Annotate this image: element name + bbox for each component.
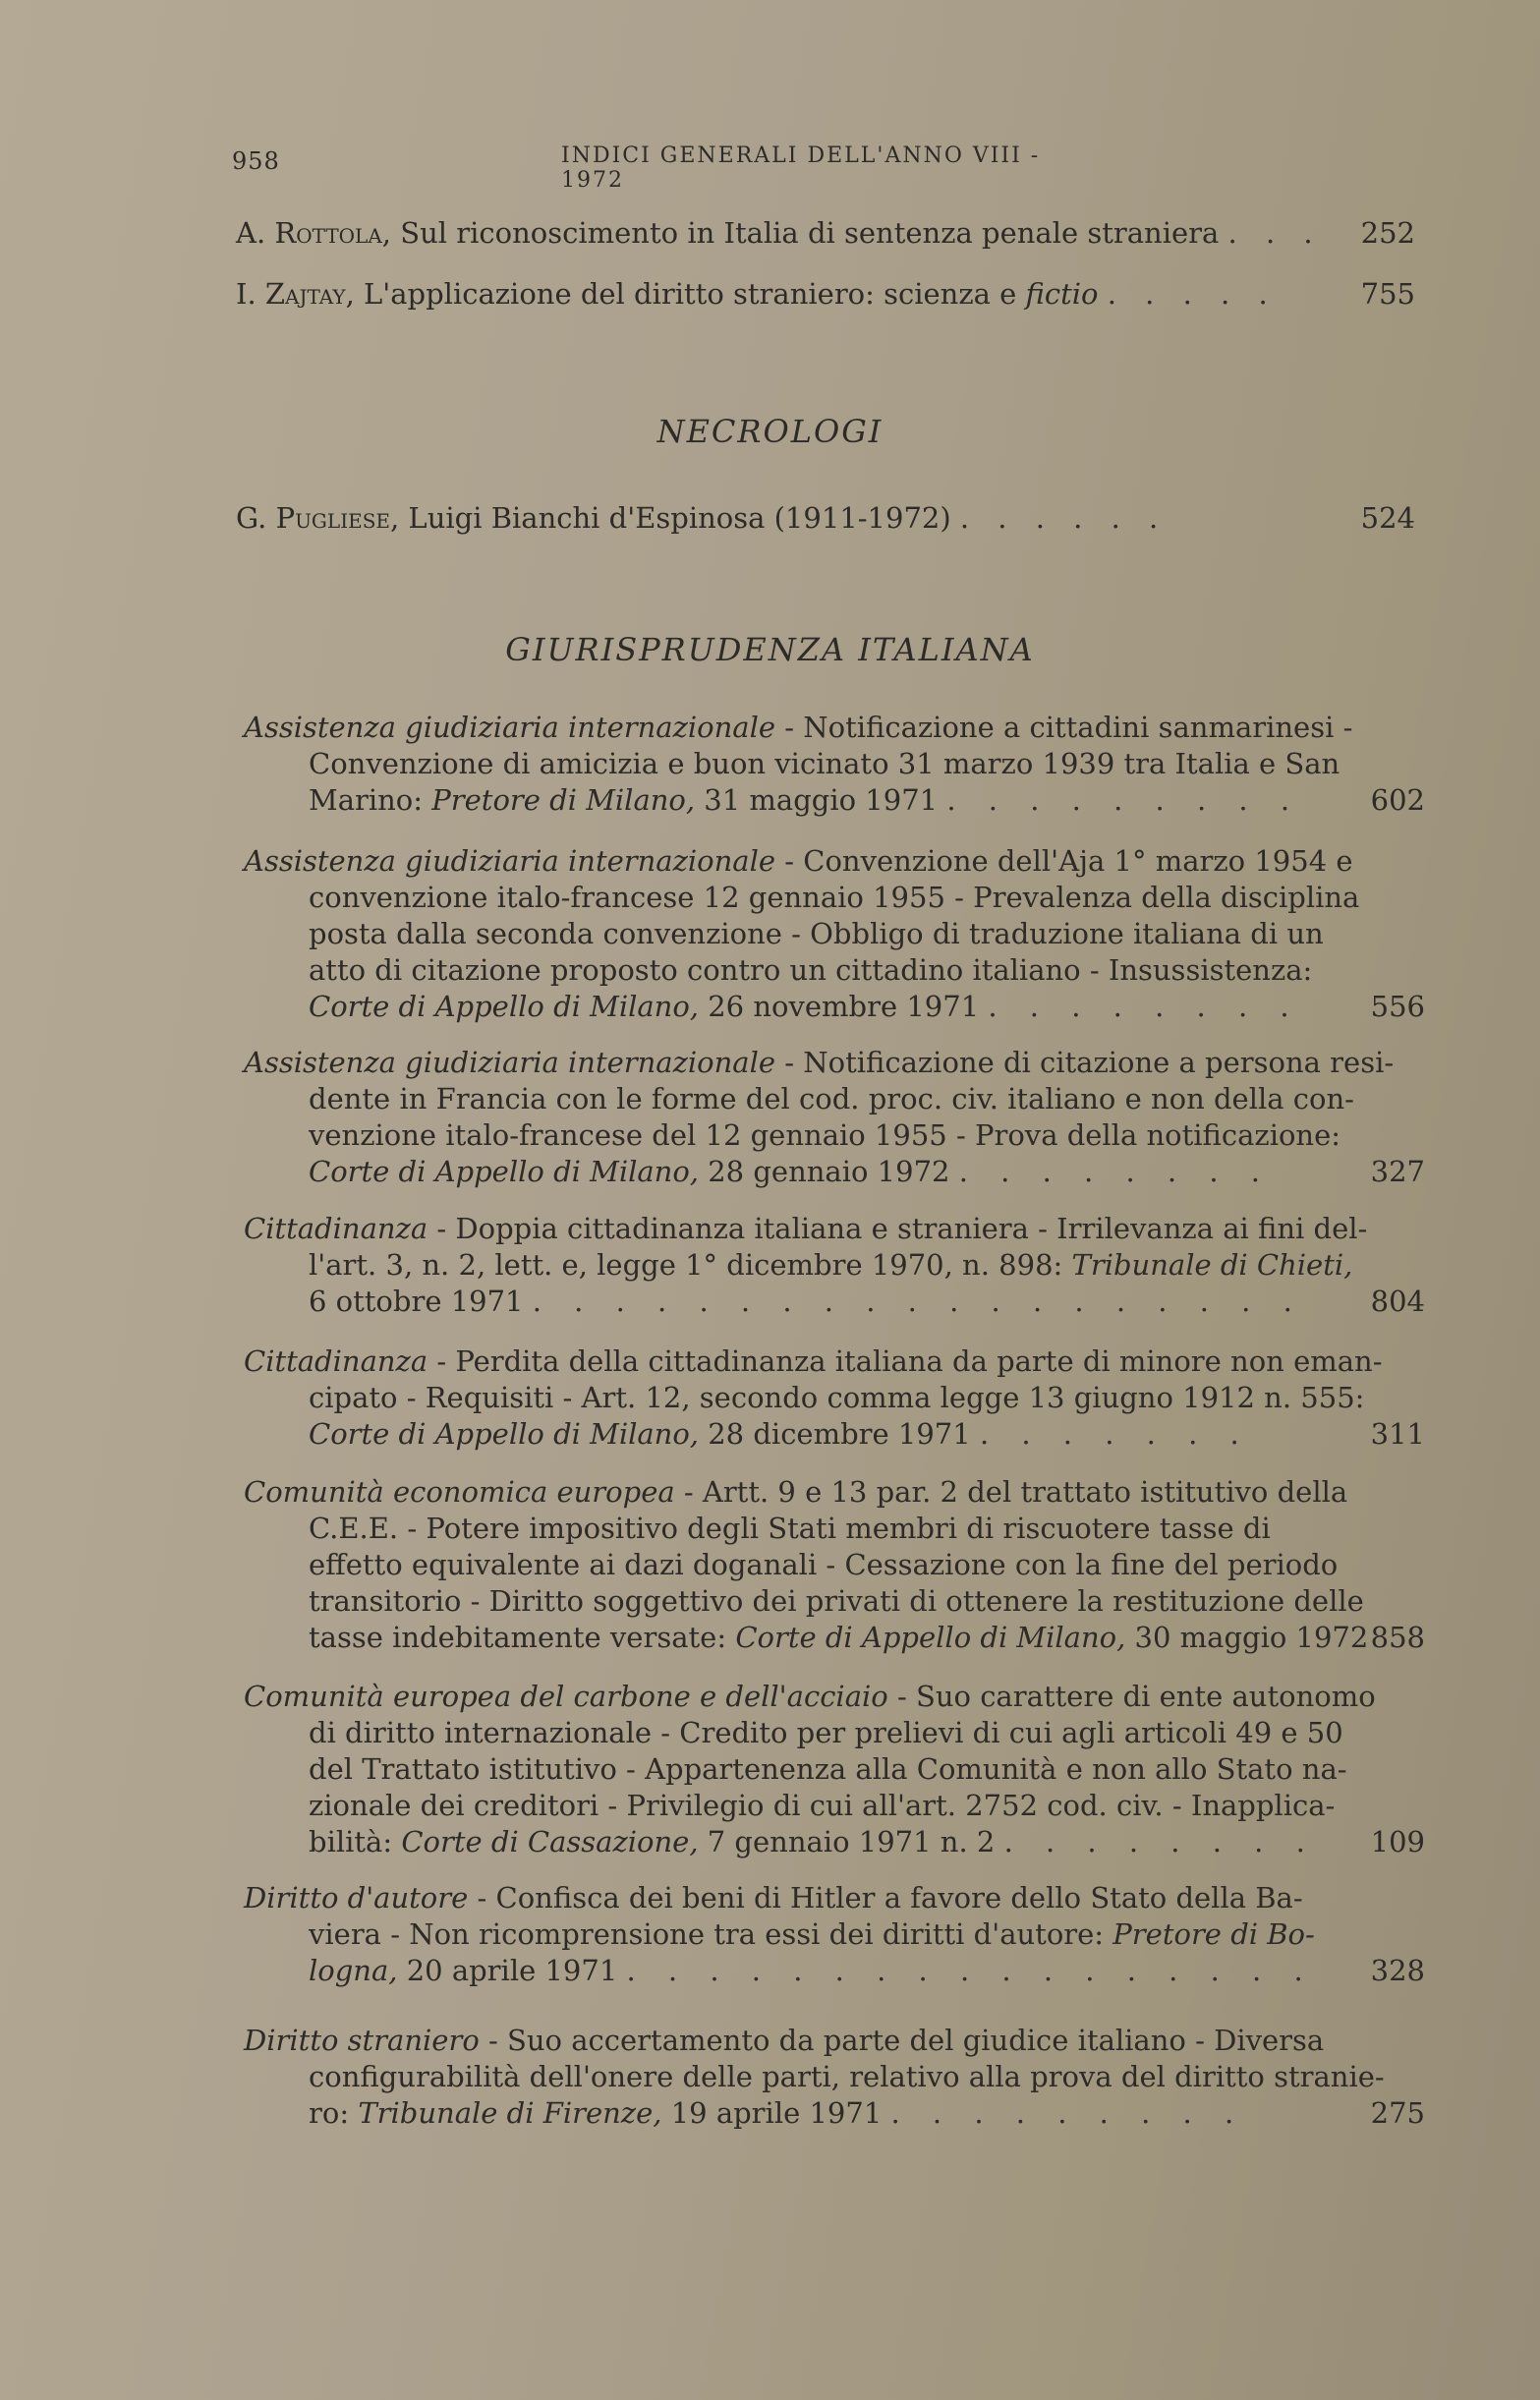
page-reference: 328 [1370,1954,1425,1987]
leader-dots: . . . . . . . . . [946,783,1302,817]
court-name: logna, [309,1954,398,1987]
page-reference: 755 [1360,277,1415,311]
jurisprudence-entry [244,843,1425,1025]
entry-line [244,1045,1395,1081]
leader-dots: . . . . . . . . [1003,1825,1317,1858]
entry-date: 31 maggio 1971 [695,783,939,817]
court-name: Pretore di Bo- [1112,1917,1315,1951]
entry-line [244,1284,1425,1320]
entry-line [244,843,1353,880]
entry-line [244,1247,1353,1284]
page-header [232,143,1097,193]
entry-line [244,2059,1385,2095]
court-name: Corte di Appello di Milano, [309,990,700,1023]
entry-text: C.E.E. - Potere impositivo degli Stati membri di riscuotere tasse di [309,1512,1271,1545]
entry-line [244,1547,1344,1583]
entry-title: , Luigi Bianchi d'Espinosa (1911-1972) [390,501,951,535]
entry-text: - Suo accertamento da parte del giudice italiano - Diversa [479,2024,1325,2057]
entry-line [244,880,1360,916]
entry-line [244,1416,1425,1453]
court-name: Corte di Appello di Milano, [735,1621,1126,1654]
court-name: Corte di Appello di Milano, [309,1155,700,1188]
leader-dots: . . . . . . . [979,1417,1251,1451]
page-reference: 858 [1370,1621,1425,1654]
entry-line [244,1117,1344,1154]
entry-topic: Diritto straniero [244,2024,480,2057]
entry-text: l'art. 3, n. 2, lett. e, legge 1° dicembre 1970, n. 898: [309,1248,1072,1282]
entry-line [244,1715,1344,1751]
entry-line [244,782,1425,819]
court-name: Tribunale di Chieti, [1071,1248,1353,1282]
author-name: G. Pugliese [236,501,390,535]
leader-dots: . . . . . . . . [988,990,1301,1023]
entry-text: - Doppia cittadinanza italiana e straniera - Irrilevanza ai fini del- [428,1212,1368,1245]
leader-dots: . . . . . . . . . [890,2096,1246,2130]
entry-text: - Perdita della cittadinanza italiana da parte di minore non eman- [428,1344,1383,1378]
entry-text: convenzione italo-francese 12 gennaio 1955 - Prevalenza della disciplina [309,881,1360,914]
entry-line [244,1211,1368,1247]
section-title-giurisprudenza: GIURISPRUDENZA ITALIANA [505,631,1035,668]
jurisprudence-entry [244,1679,1425,1860]
entry-title: , L'applicazione del diritto straniero: scienza e [345,277,1026,311]
leader-dots: . . . . . . . . [958,1155,1272,1188]
jurisprudence-entry [244,2023,1425,2132]
entry-text: venzione italo-francese del 12 gennaio 1955 - Prova della notificazione: [309,1118,1341,1152]
entry-line [244,1343,1383,1380]
jurisprudence-entry [244,1211,1425,1320]
entry-line [244,1511,1344,1547]
leader-dots: . . . . . . [959,501,1169,535]
entry-line [244,1824,1425,1860]
entry-line [244,1788,1344,1824]
entry-text: transitorio - Diritto soggettivo dei privati di ottenere la restituzione delle [309,1584,1364,1618]
jurisprudence-entry [244,1045,1425,1190]
entry-text: atto di citazione proposto contro un cittadino italiano - Insussistenza: [309,953,1313,987]
entry-line [244,1620,1425,1656]
entry-text: bilità: [309,1825,402,1858]
entry-text: - Suo carattere di ente autonomo [887,1680,1376,1713]
page-reference: 556 [1370,990,1425,1023]
court-name: Corte di Cassazione, [401,1825,699,1858]
entry-line [244,989,1425,1025]
leader-dots: . . . . . [1107,277,1278,311]
entry-text: effetto equivalente ai dazi doganali - Cessazione con la fine del periodo [309,1548,1339,1581]
entry-text: ro: [309,2096,359,2130]
entry-text: di diritto internazionale - Credito per prelievi di cui agli articoli 49 e 50 [309,1716,1343,1749]
author-name: I. Zajtay [236,277,346,311]
entry-text: del Trattato istitutivo - Appartenenza alla Comunità e non allo Stato na- [309,1752,1347,1786]
entry-text: posta dalla seconda convenzione - Obbligo di traduzione italiana di un [309,917,1324,950]
entry-text: configurabilità dell'onere delle parti, relativo alla prova del diritto stranie- [309,2060,1385,2093]
entry-line [244,1916,1344,1953]
entry-line [244,916,1344,952]
entry-topic: Assistenza giudiziaria internazionale [244,711,776,744]
leader-dots: . . . [1227,216,1323,250]
entry-line [244,1474,1348,1511]
page-reference: 804 [1370,1285,1425,1318]
page-reference: 311 [1370,1417,1425,1451]
entry-line [244,1751,1347,1788]
entry-topic: Assistenza giudiziaria internazionale [244,1046,776,1079]
entry-line [244,1154,1425,1190]
index-entry-rottola [236,214,1415,252]
entry-line [244,2095,1425,2132]
entry-text: dente in Francia con le forme del cod. proc. civ. italiano e non della con- [309,1082,1354,1115]
jurisprudence-entry [244,1474,1425,1656]
page-reference: 275 [1370,2096,1425,2130]
entry-line [244,1583,1364,1620]
entry-text: 6 ottobre 1971 [309,1285,524,1318]
entry-line [244,1679,1376,1715]
entry-text: - Notificazione a cittadini sanmarinesi - [775,711,1353,744]
page-reference: 602 [1370,783,1425,817]
entry-title-italic: fictio [1025,277,1099,311]
jurisprudence-entry [244,1880,1425,1989]
page-reference: 524 [1360,501,1415,535]
court-name: Corte di Appello di Milano, [309,1417,700,1451]
entry-line [244,746,1344,782]
entry-line [244,1953,1425,1989]
entry-text: - Notificazione di citazione a persona resi- [775,1046,1395,1079]
court-name: Tribunale di Firenze, [358,2096,662,2130]
entry-line [244,1880,1344,1916]
entry-date: 28 dicembre 1971 [699,1417,971,1451]
entry-line [244,1081,1354,1117]
entry-text: Convenzione di amicizia e buon vicinato 31 marzo 1939 tra Italia e San [309,747,1340,780]
entry-text: Marino: [309,783,432,817]
running-title: INDICI GENERALI DELL'ANNO VIII - 1972 [561,143,1041,193]
entry-date: 28 gennaio 1972 [699,1155,950,1188]
page-reference: 327 [1370,1155,1425,1188]
entry-topic: Comunità europea del carbone e dell'acciaio [244,1680,888,1713]
jurisprudence-entry [244,1343,1425,1453]
entry-line [244,710,1353,746]
leader-dots: . . . . . . . . . . . . . . . . . [626,1954,1315,1987]
entry-text: - Artt. 9 e 13 par. 2 del trattato istitutivo della [674,1475,1348,1509]
court-name: Pretore di Milano, [431,783,696,817]
section-title-necrologi: NECROLOGI [656,413,884,450]
entry-text: - Confisca dei beni di Hitler a favore dello Stato della Ba- [468,1881,1303,1914]
entry-date: 7 gennaio 1971 n. 2 [698,1825,996,1858]
entry-text: - Convenzione dell'Aja 1° marzo 1954 e [775,844,1353,878]
entry-text: tasse indebitamente versate: [309,1621,736,1654]
page-number: 958 [232,147,280,175]
entry-date: 19 aprile 1971 [661,2096,883,2130]
leader-dots: . . . . . . . . . . . . . . . . . . . [532,1285,1304,1318]
entry-line [244,952,1344,989]
entry-text: cipato - Requisiti - Art. 12, secondo comma legge 13 giugno 1912 n. 555: [309,1381,1365,1414]
index-entry-zajtay [236,275,1415,313]
index-entry-pugliese [236,499,1415,537]
entry-topic: Comunità economica europea [244,1475,675,1509]
entry-text: viera - Non ricomprensione tra essi dei diritti d'autore: [309,1917,1113,1951]
entry-topic: Assistenza giudiziaria internazionale [244,844,776,878]
author-name: A. Rottola [236,216,382,250]
jurisprudence-entry [244,710,1425,819]
entry-topic: Cittadinanza [244,1212,428,1245]
entry-title: , Sul riconoscimento in Italia di sentenza penale straniera [381,216,1220,250]
entry-date: 30 maggio 1972 [1125,1621,1369,1654]
entry-date: 20 aprile 1971 [397,1954,618,1987]
entry-line [244,2023,1344,2059]
entry-line [244,1380,1365,1416]
entry-date: 26 novembre 1971 [699,990,980,1023]
page-reference: 252 [1360,216,1415,250]
entry-topic: Cittadinanza [244,1344,428,1378]
entry-text: zionale dei creditori - Privilegio di cui all'art. 2752 cod. civ. - Inapplica- [309,1789,1336,1822]
page-reference: 109 [1370,1825,1425,1858]
entry-topic: Diritto d'autore [244,1881,469,1914]
